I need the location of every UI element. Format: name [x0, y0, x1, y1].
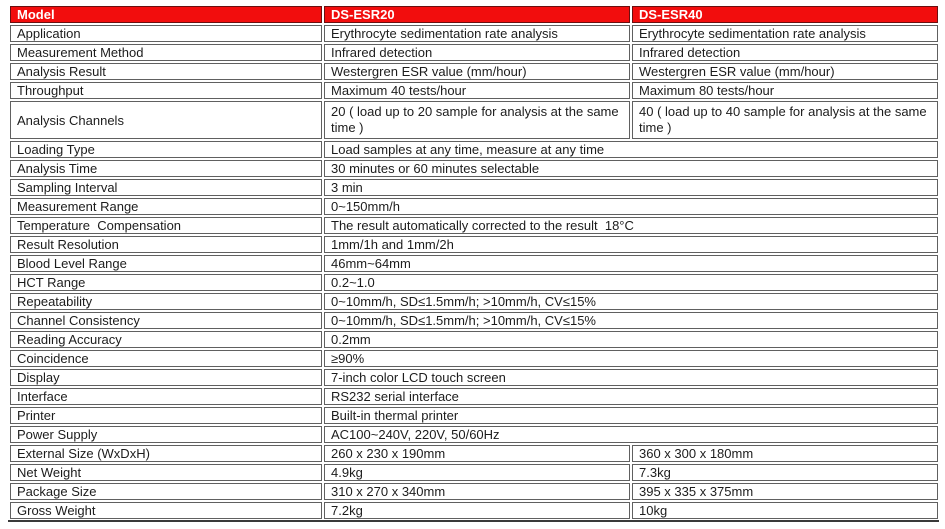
row-value: 0.2mm: [324, 331, 938, 348]
row-value: 30 minutes or 60 minutes selectable: [324, 160, 938, 177]
table-row: [10, 141, 938, 158]
header-model: Model: [10, 6, 322, 23]
table-row: [10, 217, 938, 234]
value-esr20: Maximum 40 tests/hour: [324, 82, 630, 99]
value-esr40: 40 ( load up to 40 sample for analysis at the same time ): [632, 101, 938, 139]
row-label: Gross Weight: [10, 502, 322, 519]
table-row: [10, 101, 938, 139]
value-esr40: 395 x 335 x 375mm: [632, 483, 938, 500]
row-label: Power Supply: [10, 426, 322, 443]
row-label: Measurement Range: [10, 198, 322, 215]
row-value: Built-in thermal printer: [324, 407, 938, 424]
row-value: 0~10mm/h, SD≤1.5mm/h; >10mm/h, CV≤15%: [324, 293, 938, 310]
table-row: [10, 255, 938, 272]
row-value: 0~150mm/h: [324, 198, 938, 215]
table-row: [10, 445, 938, 462]
row-label: Analysis Result: [10, 63, 322, 80]
header-ds-esr40: DS-ESR40: [632, 6, 938, 23]
spec-table: [8, 4, 940, 521]
row-label: Package Size: [10, 483, 322, 500]
row-label: Analysis Time: [10, 160, 322, 177]
row-label: Interface: [10, 388, 322, 405]
value-esr20: 310 x 270 x 340mm: [324, 483, 630, 500]
value-esr40: Erythrocyte sedimentation rate analysis: [632, 25, 938, 42]
table-bottom-border: [8, 520, 939, 522]
table-row: [10, 388, 938, 405]
row-value: 46mm~64mm: [324, 255, 938, 272]
row-label: Application: [10, 25, 322, 42]
table-row: [10, 293, 938, 310]
value-esr40: Maximum 80 tests/hour: [632, 82, 938, 99]
value-esr20: Westergren ESR value (mm/hour): [324, 63, 630, 80]
value-esr20: 7.2kg: [324, 502, 630, 519]
value-esr40: 360 x 300 x 180mm: [632, 445, 938, 462]
table-row: [10, 179, 938, 196]
table-row: [10, 407, 938, 424]
table-row: [10, 312, 938, 329]
header-ds-esr20: DS-ESR20: [324, 6, 630, 23]
row-label: Reading Accuracy: [10, 331, 322, 348]
table-row: [10, 369, 938, 386]
table-row: [10, 483, 938, 500]
row-label: Loading Type: [10, 141, 322, 158]
table-row: [10, 160, 938, 177]
spec-table-container: [8, 4, 939, 522]
row-label: Analysis Channels: [10, 101, 322, 139]
table-row: [10, 236, 938, 253]
row-value: 3 min: [324, 179, 938, 196]
row-label: Coincidence: [10, 350, 322, 367]
table-row: [10, 464, 938, 481]
table-row: [10, 25, 938, 42]
row-label: Net Weight: [10, 464, 322, 481]
row-label: HCT Range: [10, 274, 322, 291]
value-esr20: 20 ( load up to 20 sample for analysis at the same time ): [324, 101, 630, 139]
value-esr40: 10kg: [632, 502, 938, 519]
header-row: [10, 6, 938, 23]
row-label: Sampling Interval: [10, 179, 322, 196]
value-esr20: 260 x 230 x 190mm: [324, 445, 630, 462]
row-value: 0~10mm/h, SD≤1.5mm/h; >10mm/h, CV≤15%: [324, 312, 938, 329]
table-row: [10, 44, 938, 61]
table-row: [10, 198, 938, 215]
value-esr40: Infrared detection: [632, 44, 938, 61]
row-value: 1mm/1h and 1mm/2h: [324, 236, 938, 253]
value-esr40: Westergren ESR value (mm/hour): [632, 63, 938, 80]
row-value: RS232 serial interface: [324, 388, 938, 405]
value-esr20: 4.9kg: [324, 464, 630, 481]
row-value: The result automatically corrected to the result 18°C: [324, 217, 938, 234]
row-label: Temperature Compensation: [10, 217, 322, 234]
row-label: Measurement Method: [10, 44, 322, 61]
table-row: [10, 426, 938, 443]
row-value: Load samples at any time, measure at any time: [324, 141, 938, 158]
row-value: AC100~240V, 220V, 50/60Hz: [324, 426, 938, 443]
row-label: External Size (WxDxH): [10, 445, 322, 462]
row-value: 7-inch color LCD touch screen: [324, 369, 938, 386]
row-value: 0.2~1.0: [324, 274, 938, 291]
value-esr40: 7.3kg: [632, 464, 938, 481]
row-label: Channel Consistency: [10, 312, 322, 329]
row-label: Throughput: [10, 82, 322, 99]
row-label: Blood Level Range: [10, 255, 322, 272]
table-row: [10, 331, 938, 348]
table-row: [10, 63, 938, 80]
row-label: Repeatability: [10, 293, 322, 310]
row-label: Printer: [10, 407, 322, 424]
value-esr20: Infrared detection: [324, 44, 630, 61]
row-value: ≥90%: [324, 350, 938, 367]
table-row: [10, 350, 938, 367]
row-label: Display: [10, 369, 322, 386]
table-row: [10, 82, 938, 99]
table-row: [10, 502, 938, 519]
value-esr20: Erythrocyte sedimentation rate analysis: [324, 25, 630, 42]
row-label: Result Resolution: [10, 236, 322, 253]
table-row: [10, 274, 938, 291]
